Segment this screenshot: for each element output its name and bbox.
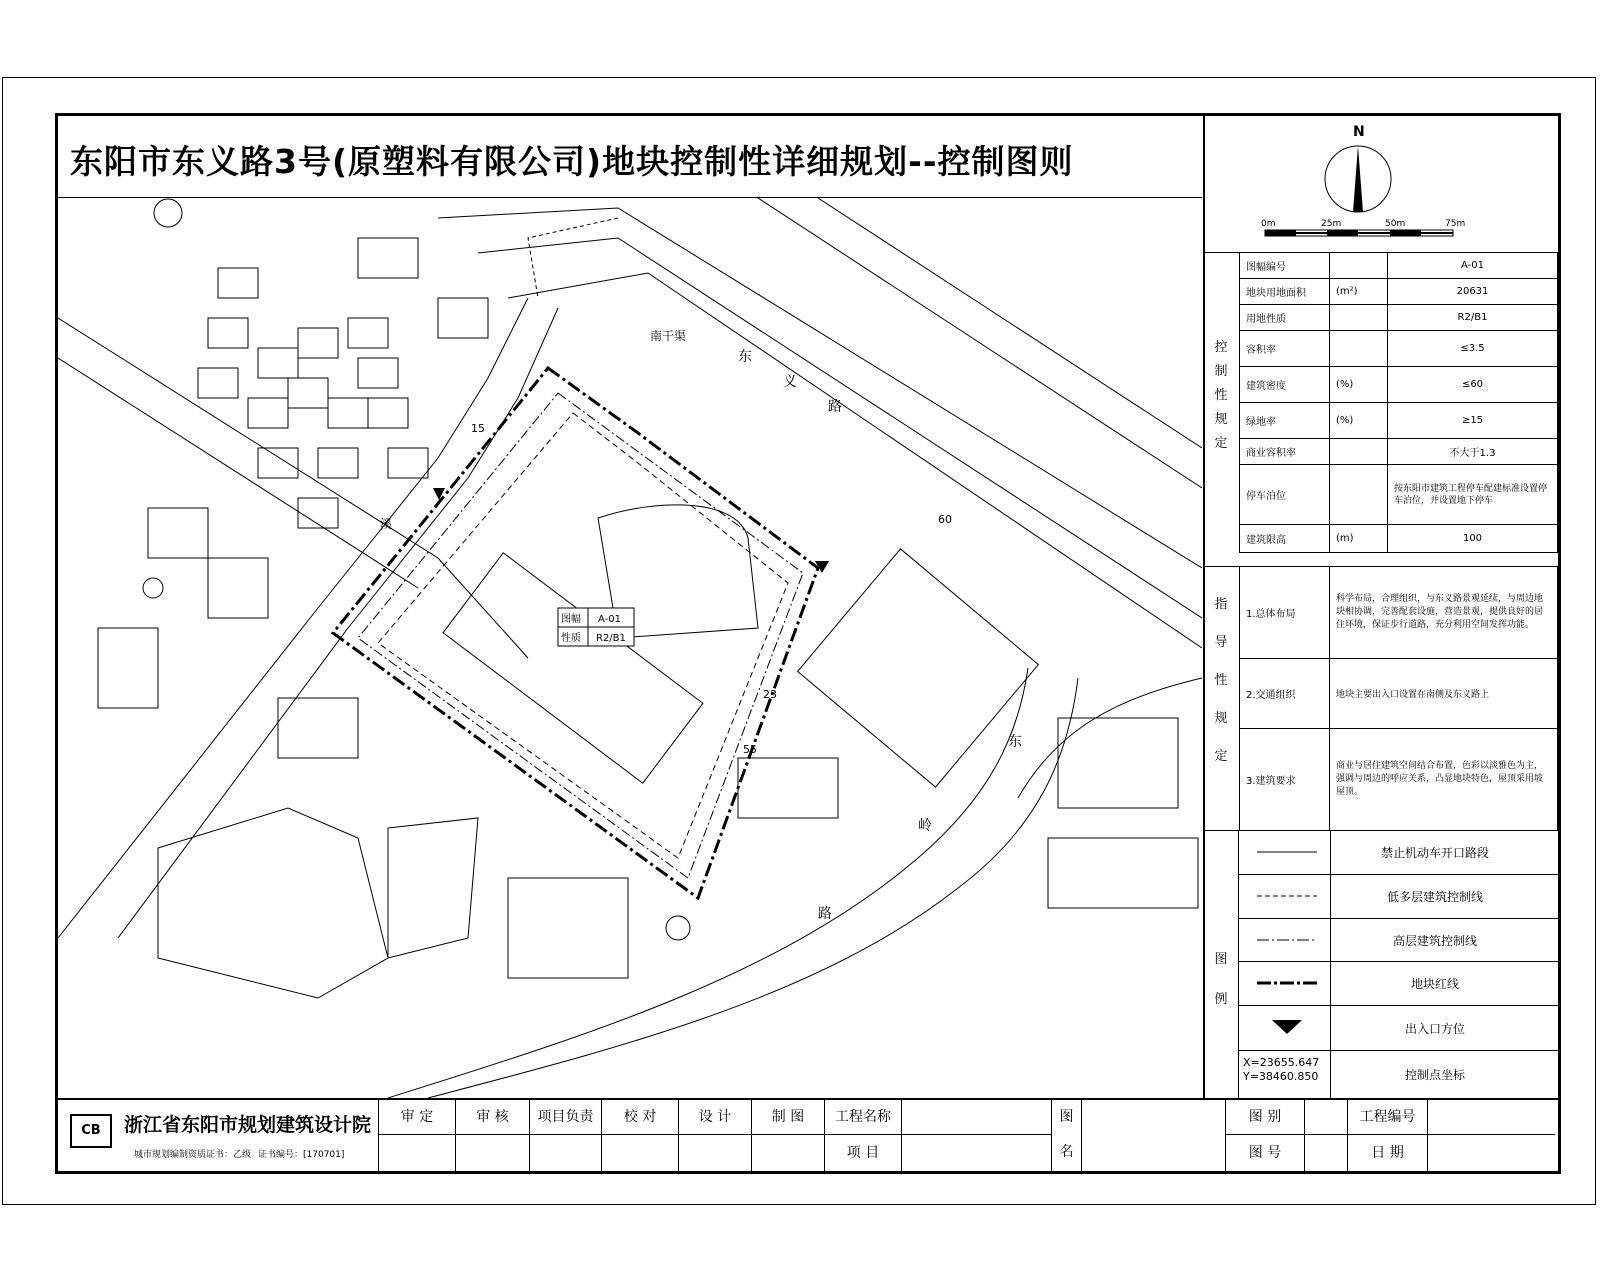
drawing-type-cell: 图 别 图 号 — [1225, 1100, 1304, 1171]
building-outline — [198, 368, 238, 398]
street-edge — [118, 308, 558, 938]
road-label: 东 — [1008, 734, 1022, 750]
sign-cell: 设 计 — [678, 1100, 751, 1171]
building-outline — [388, 818, 478, 958]
map-label: 15 — [471, 422, 485, 435]
map-label: 23 — [763, 688, 777, 701]
right-panel — [1203, 116, 1558, 1098]
cert-text: 城市规划编制资质证书：乙级 — [134, 1150, 252, 1160]
road-edge — [478, 238, 1202, 618]
project-value-cell — [901, 1100, 1051, 1171]
building-outline — [348, 318, 388, 348]
entrance-arrow-icon — [1272, 1020, 1302, 1034]
page-title: 东阳市东义路3号(原塑料有限公司)地块控制性详细规划--控制图则 — [70, 142, 1074, 181]
guide-section — [1205, 566, 1558, 831]
building-outline — [443, 553, 703, 783]
parcel-tag — [558, 608, 634, 646]
building-outline — [258, 348, 298, 378]
map-label: 55 — [743, 743, 757, 756]
building-outline — [738, 758, 838, 818]
svg-text:X=23655.647: X=23655.647 — [1243, 1056, 1320, 1069]
sign-cell: 校 对 — [601, 1100, 678, 1171]
sign-cell: 审 定 — [378, 1100, 455, 1171]
building-outline — [218, 268, 258, 298]
legend-label: 地块红线 — [1410, 977, 1459, 991]
tree-symbol — [143, 578, 163, 598]
road-label: 义 — [783, 374, 797, 390]
road-edge — [388, 668, 1028, 1098]
svg-text:75m: 75m — [1445, 219, 1466, 229]
legend-label: 高层建筑控制线 — [1392, 934, 1477, 948]
road-label: 东 — [738, 349, 752, 365]
north-label: N — [1353, 124, 1365, 140]
section-label: 图 例 — [1214, 952, 1228, 1007]
drawing-name-label: 图 名 — [1051, 1100, 1081, 1171]
street-edge — [58, 298, 528, 938]
control-section — [1205, 252, 1558, 567]
legend-symbols — [1239, 830, 1330, 1098]
building-outline — [298, 498, 338, 528]
svg-text:0m: 0m — [1261, 219, 1276, 229]
building-outline — [368, 398, 408, 428]
site-map[interactable] — [58, 198, 1202, 1098]
building-outline — [358, 238, 418, 278]
project-number-cell: 工程编号 日 期 — [1347, 1100, 1427, 1171]
street-edge — [58, 318, 528, 658]
building-outline — [388, 448, 428, 478]
cert-number: 证书编号：[170701] — [258, 1150, 345, 1160]
title-block — [58, 116, 1202, 198]
map-drawing — [58, 198, 1202, 1098]
road-label: 岭 — [918, 818, 932, 834]
control-table: 图幅编号 A-01 地块用地面积 (m²) 20631 用地性质 R2/B1 容积率 ≤3.5 建筑密度 (%) ≤60 绿地率 (%) ≥15 商业容积率 不大于1.3 停车泊位 按东阳市建筑工程停车配建标准设置停车泊位，并设置地下停车 建筑限高 (m) 100 — [1239, 252, 1558, 553]
building-outline — [298, 328, 338, 358]
svg-text:图幅: 图幅 — [561, 614, 581, 625]
building-outline — [208, 318, 248, 348]
building-outline — [508, 878, 628, 978]
svg-text:A-01: A-01 — [598, 614, 621, 625]
map-label: 溪 — [380, 517, 393, 531]
building-outline — [1048, 838, 1198, 908]
project-number-value — [1427, 1100, 1555, 1171]
title-block-footer — [58, 1098, 1558, 1171]
section-label: 指 导 性 规 定 — [1214, 597, 1228, 764]
road-label: 路 — [828, 399, 842, 415]
map-label: 60 — [938, 513, 952, 526]
building-outline — [798, 549, 1039, 787]
canal-label: 南干渠 — [650, 329, 687, 343]
sign-cell: 审 核 — [455, 1100, 529, 1171]
building-outline — [158, 808, 388, 998]
drawing-type-value — [1304, 1100, 1347, 1171]
guide-table: 1.总体布局 科学布局，合理组织，与东义路景观延续，与周边地块相协调，完善配套设施，营造景观，提供良好的居住环境，保证步行道路，充分利用空间发挥功能。 2.交通组织 地块主要出入口设置在南侧及东义路上 3.建筑要求 商业与居住建筑空间结合布置，色彩以淡雅色为主，强调与周边的呼应关系，凸显地块特色，屋顶采用坡屋顶。 — [1239, 566, 1558, 831]
legend-label: 禁止机动车开口路段 — [1380, 846, 1489, 860]
road-label: 路 — [818, 906, 832, 922]
road-edge — [758, 198, 1202, 488]
svg-text:R2/B1: R2/B1 — [596, 633, 626, 644]
svg-text:25m: 25m — [1321, 219, 1342, 229]
legend-section — [1205, 830, 1558, 1098]
road-edge — [1018, 678, 1202, 798]
sign-cell: 制 图 — [751, 1100, 824, 1171]
legend-label: 控制点坐标 — [1404, 1068, 1465, 1082]
drawing-name-cell — [1081, 1100, 1225, 1171]
building-outline — [258, 448, 298, 478]
compass-scale — [1205, 116, 1558, 253]
road-edge — [818, 198, 1202, 448]
legend-label: 出入口方位 — [1404, 1022, 1465, 1036]
institute-name: 浙江省东阳市规划建筑设计院 — [124, 1114, 372, 1136]
building-outline — [438, 298, 488, 338]
building-outline — [248, 398, 288, 428]
road-edge — [438, 208, 1202, 568]
svg-text:Y=38460.850: Y=38460.850 — [1243, 1070, 1319, 1083]
road-edge — [508, 273, 1202, 648]
building-outline — [208, 558, 268, 618]
tree-symbol — [666, 916, 690, 940]
building-outline — [148, 508, 208, 558]
project-cell: 工程名称 项 目 — [824, 1100, 901, 1171]
institute-logo: CB — [70, 1114, 112, 1148]
sign-cell: 项目负责 — [529, 1100, 601, 1171]
svg-text:性质: 性质 — [561, 633, 581, 644]
building-outline — [328, 398, 368, 428]
tree-symbol — [154, 199, 182, 227]
north-arrow-icon — [1353, 146, 1363, 212]
svg-text:50m: 50m — [1385, 219, 1406, 229]
building-outline — [288, 378, 328, 408]
legend-label: 低多层建筑控制线 — [1386, 890, 1483, 904]
building-outline — [98, 628, 158, 708]
road-edge — [428, 678, 1078, 1098]
section-label: 控 制 性 规 定 — [1214, 340, 1228, 451]
building-outline — [318, 448, 358, 478]
building-outline — [358, 358, 398, 388]
